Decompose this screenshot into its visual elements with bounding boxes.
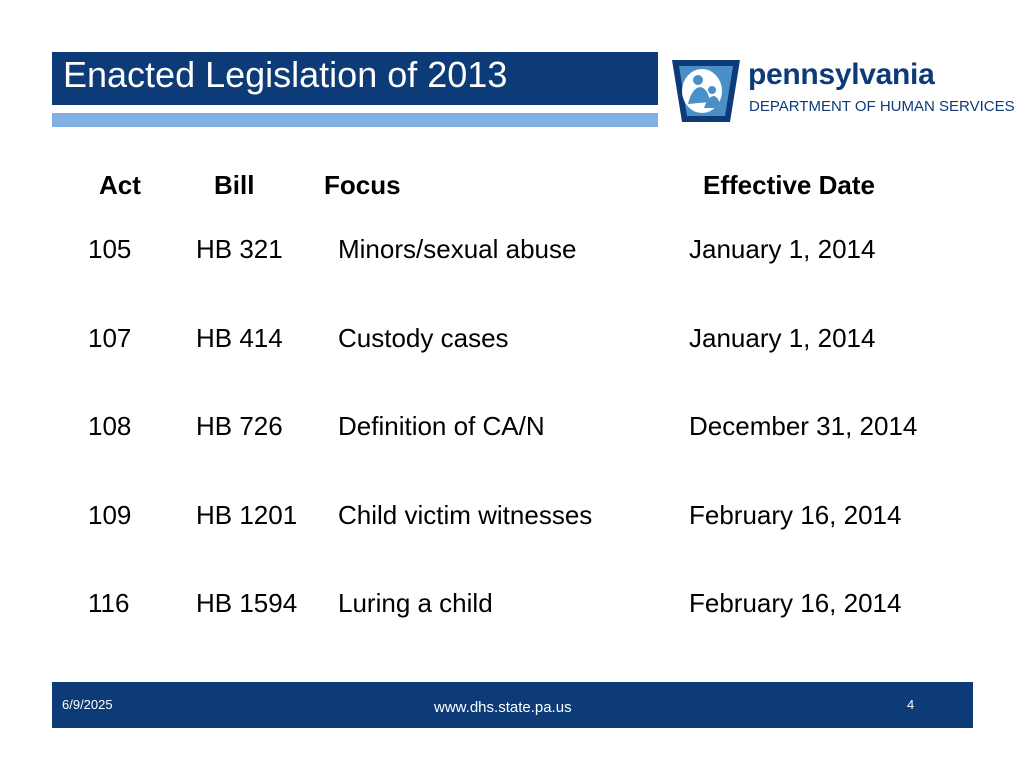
act-cell: 109 bbox=[88, 500, 132, 530]
bill-cell: HB 1594 bbox=[196, 588, 298, 618]
focus-cell: Custody cases bbox=[338, 323, 509, 353]
effective-date-cell: January 1, 2014 bbox=[689, 323, 876, 353]
act-cell: 107 bbox=[88, 323, 132, 353]
title-underline bbox=[52, 113, 658, 127]
logo-department: DEPARTMENT OF HUMAN SERVICES bbox=[749, 98, 1015, 115]
slide-title: Enacted Legislation of 2013 bbox=[63, 54, 508, 95]
header-act: Act bbox=[99, 170, 141, 200]
header-bill: Bill bbox=[214, 170, 255, 200]
focus-cell: Definition of CA/N bbox=[338, 411, 545, 441]
act-cell: 105 bbox=[88, 234, 132, 264]
effective-date-cell: February 16, 2014 bbox=[689, 588, 902, 618]
act-cell: 108 bbox=[88, 411, 132, 441]
logo-state-name: pennsylvania bbox=[748, 58, 935, 91]
act-cell: 116 bbox=[88, 588, 130, 618]
footer-date: 6/9/2025 bbox=[62, 697, 113, 712]
focus-cell: Minors/sexual abuse bbox=[338, 234, 577, 264]
bill-cell: HB 726 bbox=[196, 411, 283, 441]
pa-dhs-logo bbox=[670, 56, 1015, 128]
effective-date-cell: January 1, 2014 bbox=[689, 234, 876, 264]
footer-url: www.dhs.state.pa.us bbox=[434, 699, 572, 716]
bill-cell: HB 321 bbox=[196, 234, 283, 264]
bill-cell: HB 1201 bbox=[196, 500, 298, 530]
keystone-family-icon bbox=[670, 56, 742, 126]
effective-date-cell: December 31, 2014 bbox=[689, 411, 918, 441]
bill-cell: HB 414 bbox=[196, 323, 283, 353]
effective-date-cell: February 16, 2014 bbox=[689, 500, 902, 530]
title-bar bbox=[52, 52, 658, 105]
focus-cell: Luring a child bbox=[338, 588, 493, 618]
focus-cell: Child victim witnesses bbox=[338, 500, 593, 530]
header-effective-date: Effective Date bbox=[703, 170, 875, 200]
slide-number: 4 bbox=[907, 697, 915, 712]
header-focus: Focus bbox=[324, 170, 401, 200]
footer-bar bbox=[52, 682, 973, 728]
